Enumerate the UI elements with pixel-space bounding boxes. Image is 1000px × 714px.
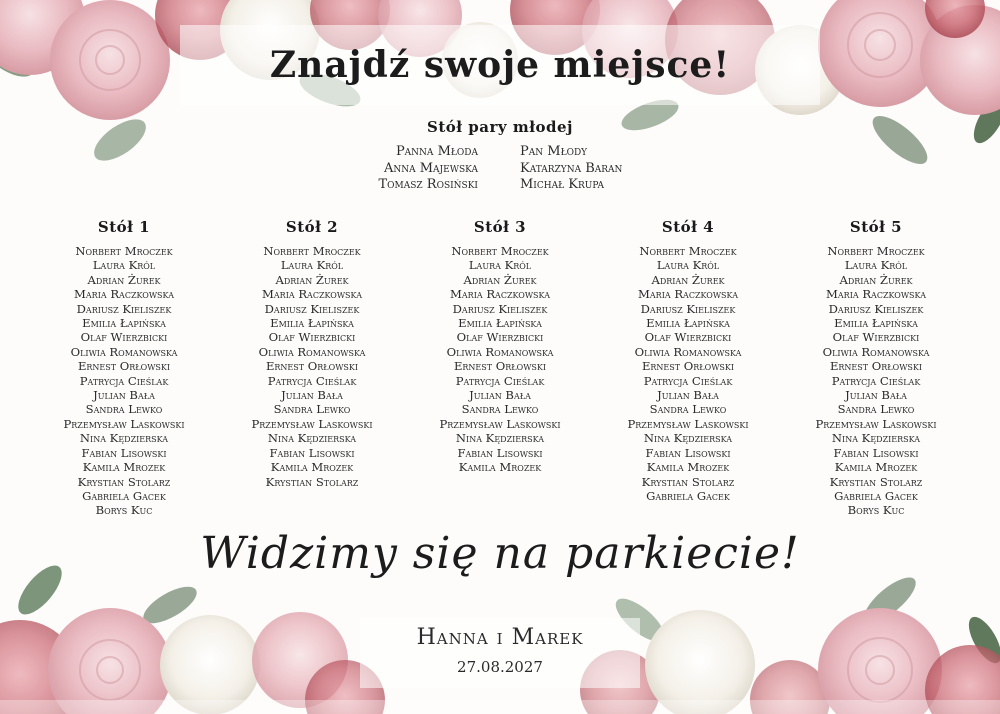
guest-name: Dariusz Kieliszek [264,301,360,316]
table-title: Stół 3 [473,218,527,236]
table-title: Stół 1 [97,218,151,236]
table-column-1 [30,218,218,518]
guest-name: Norbert Mroczek [639,244,737,258]
guest-name: Olaf Wierzbicki [644,330,732,345]
guest-name: Nina Kędzierska [831,431,921,446]
guest-name: Krystian Stolarz [829,474,923,489]
guest-name: Fabian Lisowski [645,445,731,460]
guest-name: Emilia Łapińska [646,316,730,331]
guest-name: Emilia Łapińska [834,316,918,331]
guest-name: Maria Raczkowska [638,287,738,302]
guest-name: Adrian Żurek [275,272,349,287]
guest-name: Nina Kędzierska [455,431,545,446]
guest-name: Przemysław Laskowski [815,416,937,431]
guest-name: Fabian Lisowski [457,445,543,460]
guest-name: Dariusz Kieliszek [640,301,736,316]
guest-name: Olaf Wierzbicki [832,330,920,345]
page-title: Znajdź swoje miejsce! [269,44,731,86]
guest-name: Sandra Lewko [461,402,539,417]
guest-name: Adrian Żurek [651,272,725,287]
guest-name: Kamila Mrozek [458,460,542,475]
guest-name: Olaf Wierzbicki [80,330,168,345]
guest-name: Olaf Wierzbicki [268,330,356,345]
guest-name: Borys Kuc [847,503,905,518]
guest-name: Nina Kędzierska [643,431,733,446]
guest-name: Krystian Stolarz [641,474,735,489]
guest-name: Oliwia Romanowska [634,344,742,359]
guest-name: Gabriela Gacek [82,488,166,503]
guest-name: Norbert Mroczek [451,244,549,258]
head-table-right-column [520,144,622,194]
guest-name: Olaf Wierzbicki [456,330,544,345]
table-title: Stół 4 [661,218,715,236]
guest-name: Kamila Mrozek [82,460,166,475]
guest-name: Patrycja Cieślak [831,373,921,388]
guest-name: Fabian Lisowski [81,445,167,460]
guest-name: Adrian Żurek [463,272,537,287]
head-table-guest: Katarzyna Baran [520,160,623,176]
guest-name: Oliwia Romanowska [446,344,554,359]
guest-name: Krystian Stolarz [77,474,171,489]
guest-name: Gabriela Gacek [646,488,730,503]
guest-name: Maria Raczkowska [826,287,926,302]
guest-name: Maria Raczkowska [262,287,362,302]
guest-name: Dariusz Kieliszek [452,301,548,316]
guest-name: Maria Raczkowska [74,287,174,302]
table-column-5 [782,218,970,518]
guest-name: Nina Kędzierska [267,431,357,446]
guest-name: Laura Król [280,258,344,273]
guest-name: Oliwia Romanowska [258,344,366,359]
table-title: Stół 5 [849,218,903,236]
guest-name: Ernest Orłowski [829,359,923,374]
guest-name: Adrian Żurek [87,272,161,287]
guest-name: Laura Król [468,258,532,273]
guest-name: Sandra Lewko [649,402,727,417]
guest-name: Sandra Lewko [273,402,351,417]
table-title: Stół 2 [285,218,339,236]
guest-name: Przemysław Laskowski [251,416,373,431]
guest-name: Dariusz Kieliszek [828,301,924,316]
guest-name: Emilia Łapińska [82,316,166,331]
head-table-guest: Anna Majewska [383,160,478,176]
head-table-guest: Panna Młoda [395,144,478,159]
couple-names: Hanna i Marek [416,625,584,650]
guest-name: Emilia Łapińska [458,316,542,331]
guest-name: Ernest Orłowski [77,359,171,374]
guest-name: Fabian Lisowski [269,445,355,460]
table-column-4 [594,218,782,503]
guest-name: Julian Bała [657,388,719,403]
guest-name: Oliwia Romanowska [822,344,930,359]
guest-name: Patrycja Cieślak [643,373,733,388]
guest-name: Fabian Lisowski [833,445,919,460]
head-table-guest: Tomasz Rosiński [378,177,478,192]
guest-name: Przemysław Laskowski [627,416,749,431]
guest-tables [0,218,1000,528]
guest-name: Kamila Mrozek [646,460,730,475]
head-table-left-column [378,144,478,194]
guest-name: Gabriela Gacek [834,488,918,503]
guest-name: Dariusz Kieliszek [76,301,172,316]
guest-name: Laura Król [656,258,720,273]
head-table-guest: Pan Młody [520,144,588,159]
guest-name: Przemysław Laskowski [63,416,185,431]
table-column-2 [218,218,406,489]
guest-name: Sandra Lewko [837,402,915,417]
guest-name: Patrycja Cieślak [267,373,357,388]
guest-name: Sandra Lewko [85,402,163,417]
guest-name: Julian Bała [93,388,155,403]
guest-name: Julian Bała [845,388,907,403]
guest-name: Krystian Stolarz [265,474,359,489]
table-column-3 [406,218,594,475]
guest-name: Norbert Mroczek [827,244,925,258]
guest-name: Julian Bała [469,388,531,403]
guest-name: Laura Król [844,258,908,273]
guest-name: Ernest Orłowski [641,359,735,374]
guest-name: Norbert Mroczek [263,244,361,258]
guest-name: Emilia Łapińska [270,316,354,331]
guest-name: Norbert Mroczek [75,244,173,258]
guest-name: Laura Król [92,258,156,273]
guest-name: Adrian Żurek [839,272,913,287]
guest-name: Nina Kędzierska [79,431,169,446]
guest-name: Oliwia Romanowska [70,344,178,359]
closing-script-line: Widzimy się na parkiecie! [200,528,800,579]
head-table-title: Stół pary młodej [427,118,573,136]
guest-name: Julian Bała [281,388,343,403]
guest-name: Maria Raczkowska [450,287,550,302]
guest-name: Przemysław Laskowski [439,416,561,431]
guest-name: Ernest Orłowski [453,359,547,374]
guest-name: Borys Kuc [95,503,153,518]
guest-name: Patrycja Cieślak [455,373,545,388]
head-table-guest: Michał Krupa [520,177,605,192]
guest-name: Ernest Orłowski [265,359,359,374]
guest-name: Patrycja Cieślak [79,373,169,388]
wedding-date: 27.08.2027 [457,658,543,676]
guest-name: Kamila Mrozek [270,460,354,475]
guest-name: Kamila Mrozek [834,460,918,475]
